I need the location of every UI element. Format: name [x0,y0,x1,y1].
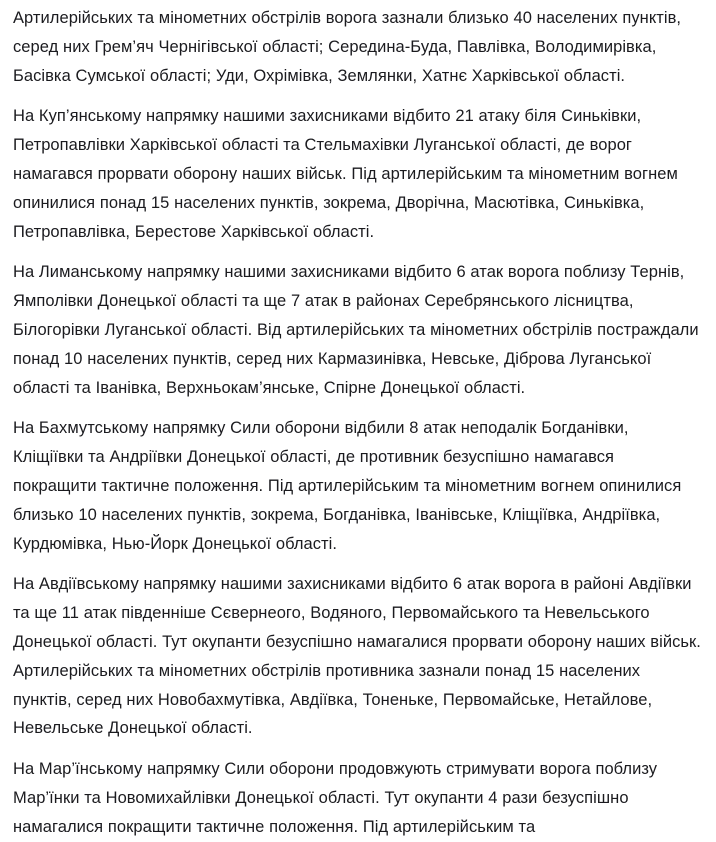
report-text-container [0,4,716,842]
report-paragraph-avdiivka-direction: На Авдіївському напрямку нашими захисниками відбито 6 атак ворога в районі Авдіївки та ще 11 атак південніше Сєвернеого, Водяного, Первомайського та Невельського Донецької області. Тут окупанти безуспішно намагалися прорвати оборону наших військ. Артилерійських та мінометних обстрілів противника зазнали понад 15 населених пунктів, серед них Новобахмутівка, Авдіївка, Тоненьке, Первомайське, Нетайлове, Невельське Донецької області. [13,575,701,738]
report-paragraph-kupiansk-direction: На Куп’янському напрямку нашими захисниками відбито 21 атаку біля Синьківки, Петропавлівки Харківської області та Стельмахівки Луганської області, де ворог намагався прорвати оборону наших військ. Під артилерійським та мінометним вогнем опинилися понад 15 населених пунктів, зокрема, Дворічна, Масютівка, Синьківка, Петропавлівка, Берестове Харківської області. [13,107,678,241]
report-paragraph-marinka-direction: На Мар’їнському напрямку Сили оборони продовжують стримувати ворога поблизу Мар’їнки та Новомихайлівки Донецької області. Тут окупанти 4 рази безуспішно намагалися покращити тактичне положення. Під артилерійським та [13,760,658,836]
report-paragraph-shelling-summary: Артилерійських та мінометних обстрілів ворога зазнали близько 40 населених пунктів, серед них Грем’яч Чернігівської області; Середина-Буда, Павлівка, Володимирівка, Басівка Сумської області; Уди, Охрімівка, Землянки, Хатнє Харківської області. [13,9,682,85]
report-paragraph-lyman-direction: На Лиманському напрямку нашими захисниками відбито 6 атак ворога поблизу Тернів, Ямполівки Донецької області та ще 7 атак в районах Серебрянського лісництва, Білогорівки Луганської області. Від артилерійських та мінометних обстрілів постраждали понад 10 населених пунктів, серед них Кармазинівка, Невське, Діброва Луганської області та Іванівка, Верхньокам’янське, Спірне Донецької області. [13,263,699,397]
report-paragraph-bakhmut-direction: На Бахмутському напрямку Сили оборони відбили 8 атак неподалік Богданівки, Кліщіївки та Андріївки Донецької області, де противник безуспішно намагався покращити тактичне положення. Під артилерійським та мінометним вогнем опинилися близько 10 населених пунктів, зокрема, Богданівка, Іванівське, Кліщіївка, Андріївка, Курдюмівка, Нью-Йорк Донецької області. [13,419,682,553]
